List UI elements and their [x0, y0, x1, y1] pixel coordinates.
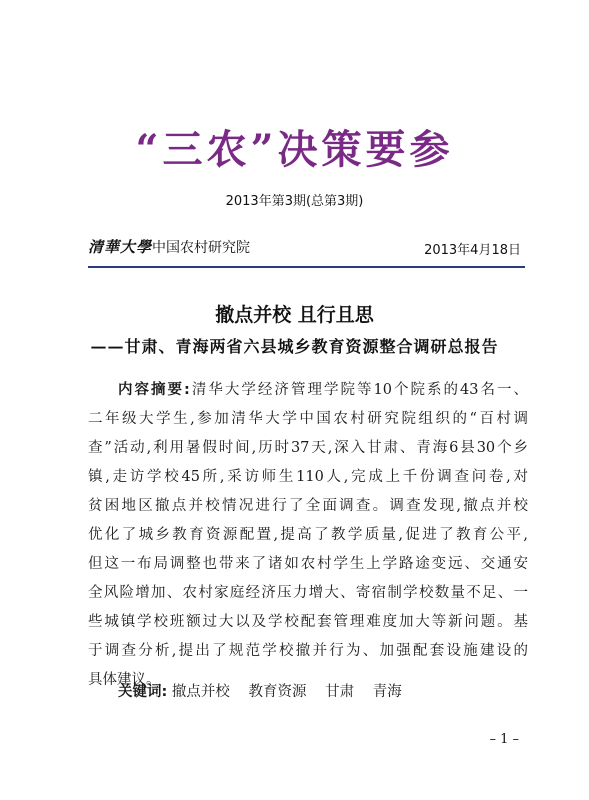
abstract-line: 二年级大学生,参加清华大学中国农村研究院组织的“百村调 — [88, 411, 528, 427]
abstract-line: 全风险增加、农村家庭经济压力增大、寄宿制学校数量不足、一 — [88, 585, 528, 601]
keywords-label: 关键词: — [118, 684, 168, 700]
abstract-line: 优化了城乡教育资源配置,提高了教学质量,促进了教育公平, — [88, 527, 528, 543]
keyword: 撤点并校 — [171, 684, 230, 700]
keyword: 教育资源 — [248, 684, 307, 700]
abstract-line: 查”活动,利用暑假时间,历时37天,深入甘肃、青海6县30个乡 — [88, 440, 528, 456]
article-title: 撤点并校 且行且思 — [215, 304, 374, 326]
abstract-line: 但这一布局调整也带来了诸如农村学生上学路途变远、交通安 — [88, 556, 528, 572]
issue-number: 2013年第3期(总第3期) — [225, 194, 364, 209]
article-subtitle: ——甘肃、青海两省六县城乡教育资源整合调研总报告 — [90, 337, 499, 356]
abstract-line: 些城镇学校班额过大以及学校配套管理难度加大等新问题。基 — [88, 614, 528, 630]
abstract-line: 镇,走访学校45所,采访师生110人,完成上千份调查问卷,对 — [88, 469, 528, 485]
page-number: – 1 – — [489, 732, 519, 747]
keyword: 甘肃 — [325, 684, 355, 700]
abstract-label: 内容摘要: — [118, 382, 190, 398]
abstract-line: 贫困地区撤点并校情况进行了全面调查。调查发现,撤点并校 — [88, 498, 528, 514]
abstract-line: 于调查分析,提出了规范学校撤并行为、加强配套设施建设的 — [88, 643, 528, 659]
abstract — [88, 376, 528, 695]
abstract-line — [88, 376, 528, 405]
publication-date: 2013年4月18日 — [424, 243, 521, 258]
keywords — [118, 680, 416, 701]
institute-name: 中国农村研究院 — [152, 240, 251, 256]
header-divider — [88, 266, 525, 268]
abstract-line: 具体建议。 — [88, 672, 161, 688]
publication-title: “三农”决策要参 — [135, 126, 454, 173]
organization — [88, 236, 250, 257]
university-logo-text: 清華大學 — [88, 238, 153, 256]
keyword: 青海 — [372, 684, 402, 700]
abstract-text: 清华大学经济管理学院等10个院系的43名一、 — [189, 382, 528, 398]
